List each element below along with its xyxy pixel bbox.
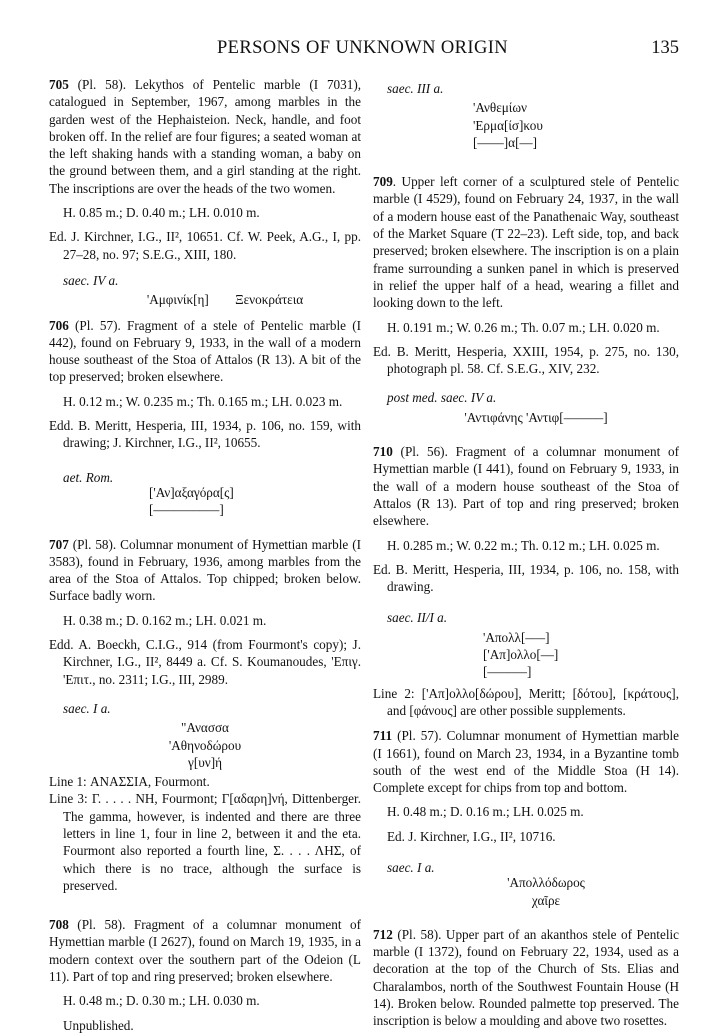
entry-706-date: aet. Rom. xyxy=(63,469,114,485)
entry-number: 711 xyxy=(373,728,393,744)
entry-707-inscription xyxy=(49,719,361,771)
page-header xyxy=(0,30,725,60)
entry-text: (Pl. 58). Fragment of a columnar monument of Hymettian marble (I 2627), found on March 19, 1935, in a modern context over the southern part of the Odeion (L 11). Part of top and ring preserved; broken elsewhere. xyxy=(49,917,362,985)
entry-706-inscription xyxy=(49,484,361,519)
entry-711-inscription xyxy=(373,874,679,909)
entry-711 xyxy=(373,727,679,909)
entry-705-edition: Ed. J. Kirchner, I.G., II², 10651. Cf. W. Peek, A.G., I, pp. 27–28, no. 97; S.E.G., XIII, 180. xyxy=(49,229,361,262)
inscription-line: χαῖρε xyxy=(531,892,561,908)
page-number: 135 xyxy=(651,38,679,58)
entry-705-inscription xyxy=(49,291,361,308)
entry-number: 705 xyxy=(49,77,69,92)
inscription-line: 'Αθηνοδώρου xyxy=(168,737,242,753)
entry-708-description xyxy=(49,916,361,985)
entry-number: 710 xyxy=(373,444,393,460)
entry-711-dimensions: H. 0.48 m.; D. 0.16 m.; LH. 0.025 m. xyxy=(387,804,584,820)
entry-706-description xyxy=(49,317,361,386)
entry-text: (Pl. 56). Fragment of a columnar monument of Hymettian marble (I 441), found on February 9, 1933, in the wall of a modern house southeast of the Stoa of Attalos (R 13). Part of top and ring preserved; broken elsewhere. xyxy=(373,444,680,529)
entry-text: (Pl. 57). Columnar monument of Hymettian marble (I 1661), found on March 23, 1934, in a Byzantine tomb south of the west end of the Middle Stoa (H 14). Complete except for chips from top and bottom. xyxy=(373,728,680,796)
entry-number: 709 xyxy=(373,174,393,190)
entry-706-dimensions: H. 0.12 m.; W. 0.235 m.; Th. 0.165 m.; LH. 0.023 m. xyxy=(63,393,343,409)
entry-705-description xyxy=(49,76,361,197)
entry-706-edition: Edd. B. Meritt, Hesperia, III, 1934, p. 106, no. 159, with drawing; J. Kirchner, I.G., II², 10655. xyxy=(49,418,361,451)
entry-709-inscription xyxy=(373,409,679,426)
entry-710-description xyxy=(373,443,679,529)
inscription-line: "Ανασσα xyxy=(181,720,229,736)
entry-number: 712 xyxy=(373,926,393,942)
entry-text: (Pl. 57). Fragment of a stele of Pentelic marble (I 442), found on February 9, 1933, in the wall of a modern house southeast of the Stoa of Attalos (R 13). A bit of the top preserved; broken elsewhere. xyxy=(49,317,361,385)
entry-text: . Upper left corner of a sculptured stele of Pentelic marble (I 4529), found on February 24, 1937, in the wall of a modern house east of the Panathenaic Way, southeast of the Market Square (T 22–23). Left side, top, and back preserved; broken elsewhere. The inscription is on a plain frame surrounding a sunken panel in which is preserved in relief the upper half of a head, wearing a fillet and looking down to the left. xyxy=(373,174,679,311)
entry-708-continued xyxy=(373,80,679,151)
inscription-line: ['Απ]ολλο[––] xyxy=(483,647,559,663)
inscription-line: 'Απολλόδωρος xyxy=(507,875,585,891)
entry-709-edition: Ed. B. Meritt, Hesperia, XXIII, 1954, p. 275, no. 130, photograph pl. 58. Cf. S.E.G., XIV, 232. xyxy=(373,343,679,377)
entry-711-date: saec. I a. xyxy=(387,859,435,875)
entry-707-line3-note: Line 3: Γ. . . . . ΝΗ, Fourmont; Γ[αδαρη]νή, Dittenberger. The gamma, however, is indented and there are three letters in line 1, four in line 2, between it and the eta. Fourmont also reported a fourth line, Σ. . . . ΛΗΣ, of which there is no trace, although the surface is preserved. xyxy=(49,791,361,893)
left-column xyxy=(49,76,361,1034)
entry-709 xyxy=(373,173,679,426)
entry-709-dimensions: H. 0.191 m.; W. 0.26 m.; Th. 0.07 m.; LH. 0.020 m. xyxy=(387,319,660,335)
entry-710-dimensions: H. 0.285 m.; W. 0.22 m.; Th. 0.12 m.; LH. 0.025 m. xyxy=(387,537,660,553)
entry-707-dimensions: H. 0.38 m.; D. 0.162 m.; LH. 0.021 m. xyxy=(63,612,267,628)
entry-number: 706 xyxy=(49,317,69,333)
entry-709-description xyxy=(373,173,679,311)
entry-text: (Pl. 58). Lekythos of Pentelic marble (I 7031), catalogued in September, 1967, among marbles in the garden west of the Hephaisteion. Neck, handle, and foot broken off. In the relief are four figures; a seated woman at the left shaking hands with a standing woman, a baby on the ground between them, and a girl standing at the right. The inscriptions are over the heads of the two women. xyxy=(49,77,362,196)
entry-number: 707 xyxy=(49,536,69,552)
running-title: PERSONS OF UNKNOWN ORIGIN xyxy=(216,38,509,58)
entry-number: 708 xyxy=(49,917,69,933)
inscription-line: 'Αντιφάνης 'Αντιφ[––––––] xyxy=(464,409,608,425)
entry-707-edition: Edd. A. Boeckh, C.I.G., 914 (from Fourmont's copy); J. Kirchner, I.G., II², 8449 a. Cf. S. Koumanoudes, 'Επιγ. 'Επιτ., no. 2311; I.G., III, 2989. xyxy=(49,637,361,687)
entry-705-date: saec. IV a. xyxy=(63,272,119,288)
inscription-line: 'Αμφινίκ[η] Ξενοκράτεια xyxy=(146,292,304,308)
entry-710-edition: Ed. B. Meritt, Hesperia, III, 1934, p. 106, no. 158, with drawing. xyxy=(373,561,679,595)
inscription-line: [––––––––––] xyxy=(149,502,224,518)
entry-708-inscription xyxy=(373,99,679,151)
entry-707-date: saec. I a. xyxy=(63,700,111,716)
inscription-line: 'Απολλ[–––] xyxy=(483,629,550,645)
entry-710-date: saec. II/I a. xyxy=(387,610,448,626)
inscription-line: ['Αν]αξαγόρα[ς] xyxy=(149,484,234,500)
entry-712-description xyxy=(373,926,679,1030)
inscription-line: 'Ανθεμίων xyxy=(473,100,527,116)
entry-711-description xyxy=(373,727,679,796)
entry-709-date: post med. saec. IV a. xyxy=(387,390,497,406)
entry-712 xyxy=(373,926,679,1030)
entry-705-dimensions: H. 0.85 m.; D. 0.40 m.; LH. 0.010 m. xyxy=(63,205,260,221)
entry-708-dimensions: H. 0.48 m.; D. 0.30 m.; LH. 0.030 m. xyxy=(63,993,260,1009)
entry-708-edition: Unpublished. xyxy=(63,1017,134,1033)
entry-707-description xyxy=(49,536,361,605)
inscription-line: 'Ερμα[ίσ]κου xyxy=(473,117,543,133)
entry-710-inscription xyxy=(373,629,679,681)
entry-711-edition: Ed. J. Kirchner, I.G., II², 10716. xyxy=(387,828,556,844)
entry-text: (Pl. 58). Upper part of an akanthos stele of Pentelic marble (I 1372), found on February 22, 1934, used as a decoration at the top of the Church of Sts. Elias and Charalambos, north of the Southwest Fountain House (H 14). Broken below. Rounded palmette top preserved. The inscription is below a moulding and above two rosettes. xyxy=(373,926,679,1029)
entry-707-line1-note: Line 1: ΑΝΑΣΣΙΑ, Fourmont. xyxy=(49,774,210,790)
inscription-line: [––––]α[––] xyxy=(473,134,538,150)
entry-707 xyxy=(49,536,361,895)
right-column xyxy=(373,76,679,1030)
entry-708-date: saec. III a. xyxy=(387,81,444,96)
inscription-line: γ[υν]ή xyxy=(188,754,222,770)
entry-710-line2-note: Line 2: ['Απ]ολλο[δώρου], Meritt; [δότου], [κράτους], and [φάνους] are other possible supplements. xyxy=(373,685,679,718)
entry-708 xyxy=(49,916,361,1034)
entry-706 xyxy=(49,317,361,519)
inscription-line: [––––––] xyxy=(483,664,532,680)
entry-text: (Pl. 58). Columnar monument of Hymettian marble (I 3583), found in February, 1936, among marbles from the area of the Stoa of Attalos. Top chipped; broken below. Surface badly worn. xyxy=(49,536,362,604)
entry-710 xyxy=(373,443,679,719)
entry-705 xyxy=(49,76,361,309)
